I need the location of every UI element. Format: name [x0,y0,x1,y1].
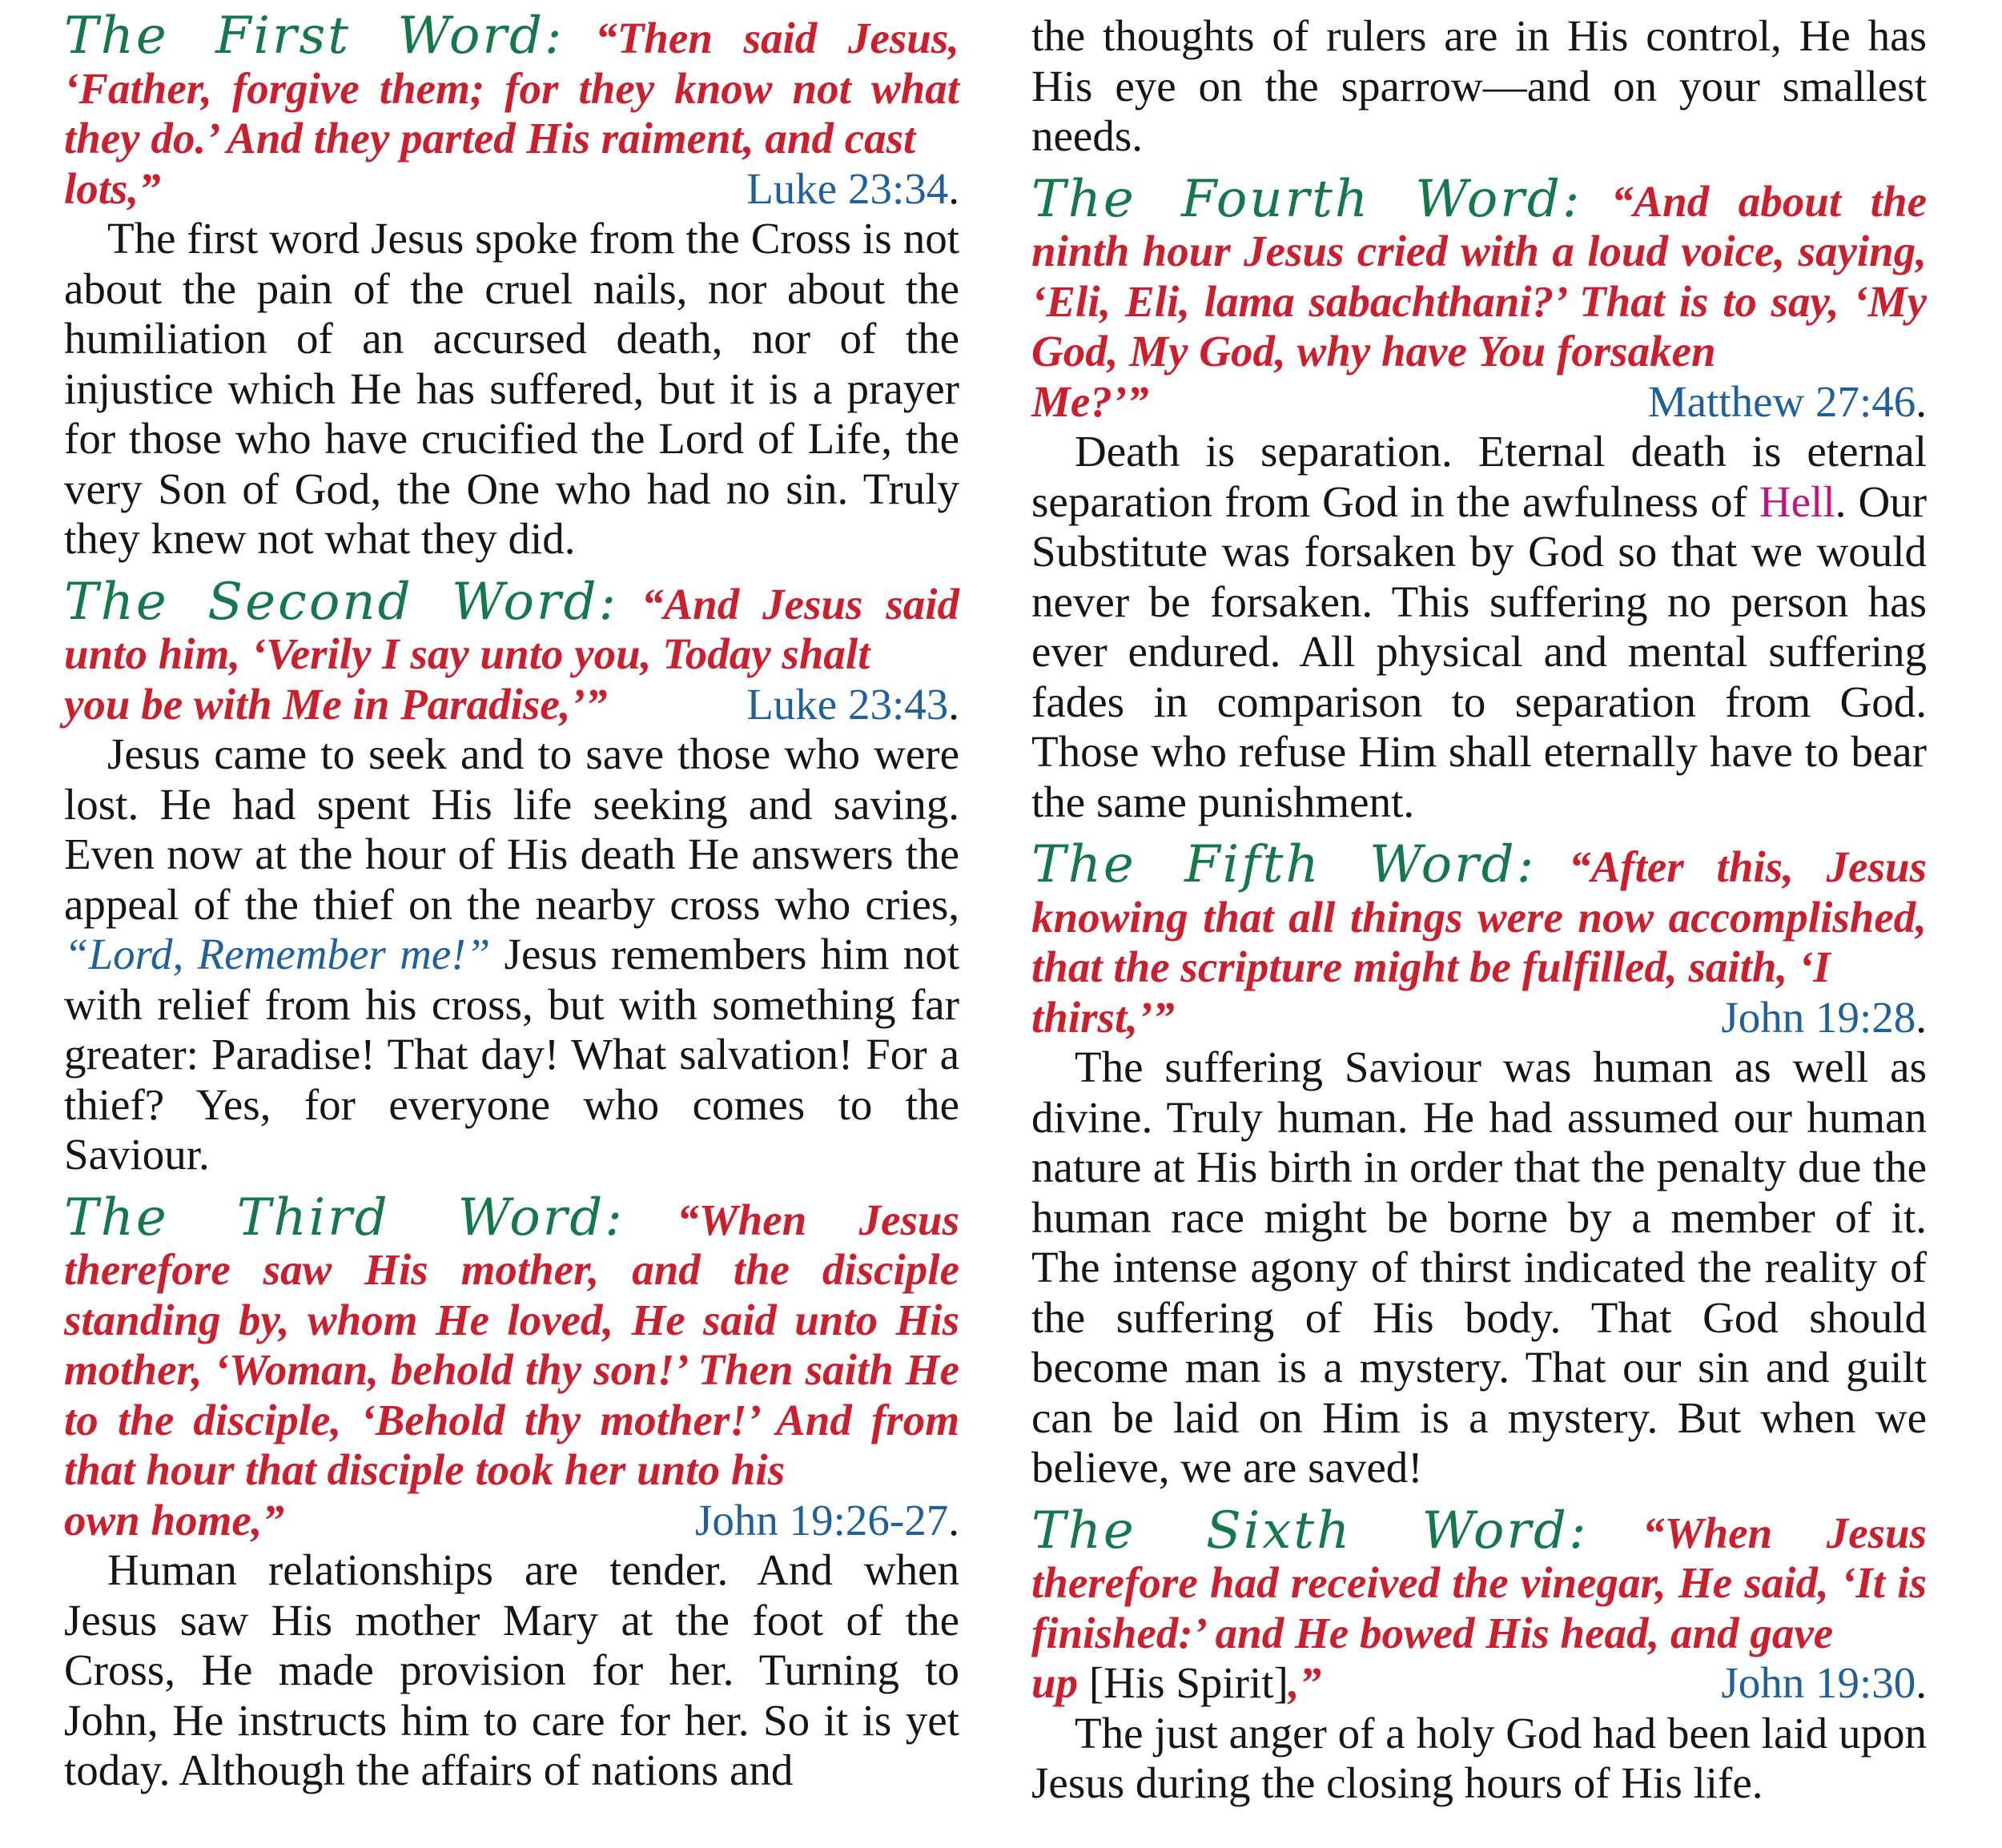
second-word-reference-period: . [948,679,959,729]
third-word-quote: “When Jesus therefore saw His mother, and the disciple standing by, whom He loved, He said unto His mother, ‘Woman, behold thy son!’ Then saith He to the disciple, ‘Behold thy mother!’ And from that hour that disciple took her unto his [64,1195,959,1494]
sixth-word-reference [1721,1658,1927,1709]
fourth-word-body-text: Death is separation. Eternal death is eternal separation from God in the awfulness of [1031,427,1927,526]
third-word-heading [64,1187,959,1496]
third-word-reference-text: John 19:26-27 [695,1495,949,1545]
fourth-word-quote-tail: Me?’” [1031,376,1149,426]
second-word-quote: “And Jesus said unto him, ‘Verily I say unto you, Today shalt [64,579,960,678]
first-word-section [64,6,960,564]
second-word-reference-text: Luke 23:43 [746,679,949,729]
fourth-word-body [1031,427,1927,827]
fourth-word-quote: “And about the ninth hour Jesus cried with a loud voice, saying, ‘Eli, Eli, lama sabachthani?’ That is to say, ‘My God, My God, why have You forsaken [1031,176,1927,376]
first-word-label: The First Word: [64,6,565,66]
sixth-word-section [1031,1500,1927,1809]
sixth-word-quote-close: ,” [1288,1658,1322,1707]
third-word-reference-period: . [948,1495,959,1545]
first-word-reference-text: Luke 23:34 [746,163,949,213]
second-word-section [64,572,960,1180]
second-word-quote-tail: you be with Me in Paradise,’” [64,679,608,729]
fifth-word-quote: “After this, Jesus knowing that all things were now accomplished, that the scripture might be fulfilled, saith, ‘I [1031,842,1927,991]
fourth-word-reference-text: Matthew 27:46 [1647,376,1916,426]
third-word-label: The Third Word: [64,1187,625,1247]
first-word-body: The first word Jesus spoke from the Cross is not about the pain of the cruel nails, nor about the humiliation of an accursed death, nor of the injustice which He has suffered, but it is a prayer for those who have crucified the Lord of Life, the very Son of God, the One who had no sin. Truly they knew not what they did. [64,214,959,563]
left-column [64,6,960,1796]
fourth-word-quote-end [1031,377,1927,428]
sixth-word-reference-text: John 19:30 [1721,1658,1916,1707]
sixth-word-quote-end [1031,1658,1927,1709]
third-word-quote-end [64,1496,959,1546]
second-word-body [64,729,959,1180]
third-word-quote-tail: own home,” [64,1495,285,1545]
second-word-label: The Second Word: [64,572,619,632]
fourth-word-section [1031,169,1927,828]
third-word-section [64,1187,959,1796]
second-word-body-text-continued: Jesus remembers him not with relief from his cross, but with something far greater: Paradise! That day! What salvation! For a thief? Yes, for everyone who comes to the Saviour. [64,930,960,1179]
third-word-reference [695,1496,959,1546]
first-word-quote: “Then said Jesus, ‘Father, forgive them; for they know not what they do.’ And they parted His raiment, and cast [64,14,960,163]
sixth-word-reference-period: . [1916,1658,1927,1707]
fifth-word-quote-tail: thirst,’” [1031,992,1175,1042]
fifth-word-heading [1031,835,1927,993]
fifth-word-reference-period: . [1916,992,1927,1042]
fourth-word-heading [1031,169,1927,377]
fourth-word-label: The Fourth Word: [1031,169,1582,229]
first-word-quote-end [64,164,959,215]
hell-highlight: Hell [1759,476,1835,526]
first-word-reference [746,164,959,215]
fifth-word-section [1031,835,1927,1493]
sixth-word-body: The just anger of a holy God had been laid upon Jesus during the closing hours of His life. [1031,1708,1927,1807]
second-word-body-text: Jesus came to seek and to save those who were lost. He had spent His life seeking and saving. Even now at the hour of His death He answers the appeal of the thief on the nearby cross who cries, [64,729,959,929]
sixth-word-quote-tail: up [1031,1658,1079,1707]
third-word-body-continued: the thoughts of rulers are in His control, He has His eye on the sparrow—and on your smallest needs. [1031,11,1927,160]
sixth-word-bracket-note: [His Spirit] [1088,1658,1288,1707]
first-word-quote-tail: lots,” [64,163,161,213]
fourth-word-reference [1648,377,1927,428]
second-word-quote-end [64,680,959,730]
second-word-heading [64,572,960,680]
fifth-word-label: The Fifth Word: [1031,835,1537,894]
second-word-reference [746,680,959,730]
fifth-word-reference-text: John 19:28 [1721,992,1916,1042]
fifth-word-quote-end [1031,993,1927,1043]
thief-quote: “Lord, Remember me!” [64,930,491,978]
sixth-word-label: The Sixth Word: [1031,1500,1589,1561]
sixth-word-quote: “When Jesus therefore had received the vinegar, He said, ‘It is finished:’ and He bowed His head, and gave [1031,1508,1927,1657]
first-word-reference-period: . [948,163,959,213]
fourth-word-body-text-continued: . Our Substitute was forsaken by God so that we would never be forsaken. This suffering no person has ever endured. All physical and mental suffering fades in comparison to separation from God. Those who refuse Him shall eternally have to bear the same punishment. [1031,476,1927,826]
first-word-heading [64,6,960,164]
fifth-word-reference [1721,993,1927,1043]
right-column [1031,11,1927,1809]
sixth-word-heading [1031,1500,1927,1659]
fourth-word-reference-period: . [1916,376,1927,426]
fifth-word-body: The suffering Saviour was human as well as divine. Truly human. He had assumed our human nature at His birth in order that the penalty due the human race might be borne by a member of it. The intense agony of thirst indicated the reality of the suffering of His body. That God should become man is a mystery. That our sin and guilt can be laid on Him is a mystery. But when we believe, we are saved! [1031,1043,1927,1492]
third-word-body: Human relationships are tender. And when Jesus saw His mother Mary at the foot of the Cross, He made provision for her. Turning to John, He instructs him to care for her. So it is yet today. Although the affairs of nations and [64,1545,959,1794]
